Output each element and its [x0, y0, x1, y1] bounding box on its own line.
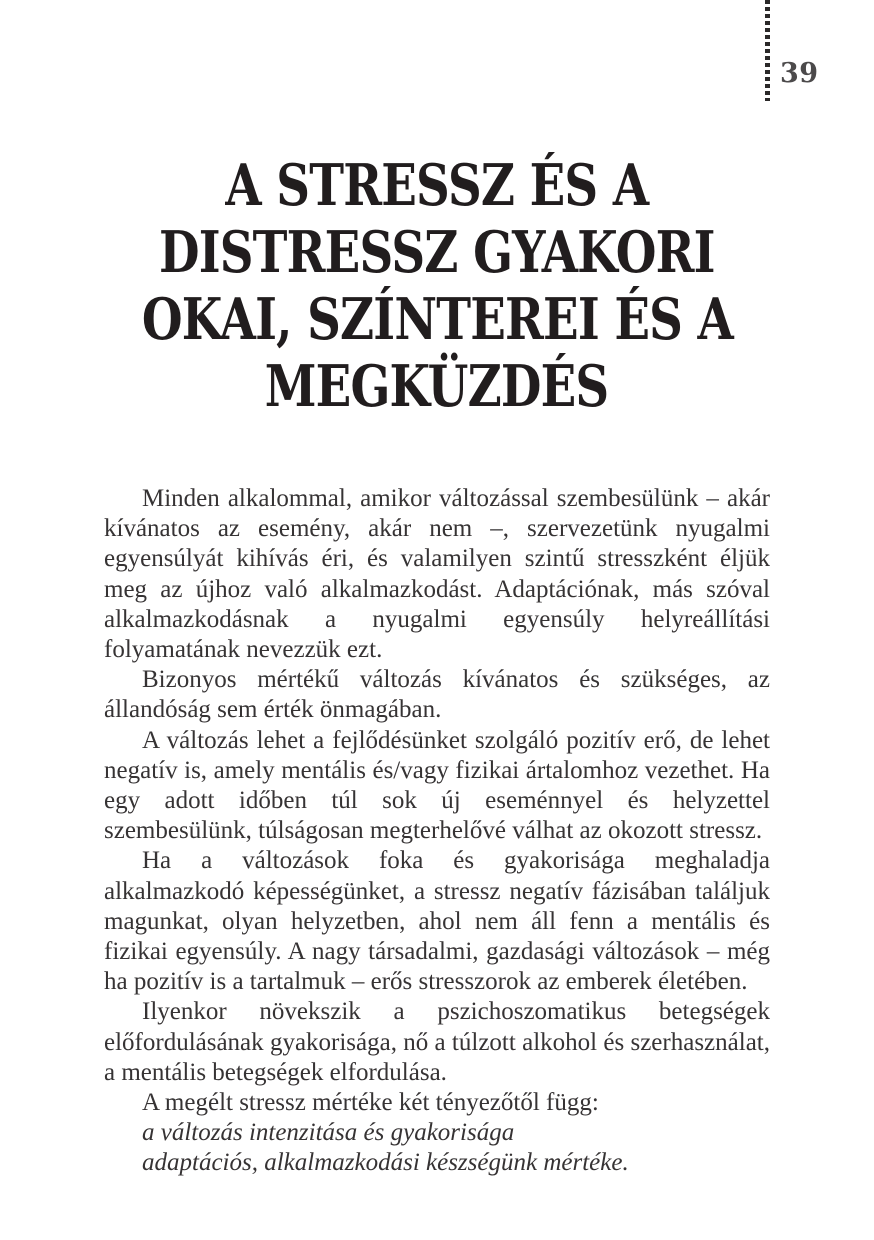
chapter-title-line: DISTRESSZ GYAKORI	[159, 219, 715, 286]
chapter-title-line: OKAI, SZÍNTEREI ÉS A	[141, 286, 733, 353]
body-paragraph: Ha a változások foka és gyakorisága meghaladja alkalmazkodó képességünket, a stressz negatív fázisában találjuk magunkat, olyan helyzetben, ahol nem áll fenn a mentális és fizikai egyensúly. A nagy társadalmi, gazdasági változások – még ha pozitív is a tartalmuk – erős stresszorok az emberek életében.	[104, 847, 770, 996]
body-paragraph: A változás lehet a fejlődésünket szolgáló pozitív erő, de lehet negatív is, amely mentális és/vagy fizikai ártalomhoz vezethet. Ha egy adott időben túl sok új eseménnyel és helyzettel szembesülünk, túlságosan megterhelővé válhat az okozott stressz.	[104, 726, 770, 845]
body-text-column	[104, 484, 770, 1179]
page-number: 39	[780, 58, 819, 89]
body-paragraph-italic: a változás intenzitása és gyakorisága	[142, 1119, 515, 1147]
chapter-title	[74, 152, 800, 420]
body-paragraph: A megélt stressz mértéke két tényezőtől függ:	[142, 1089, 599, 1117]
body-paragraph: Bizonyos mértékű változás kívánatos és szükséges, az állandóság sem érték önmagában.	[104, 666, 770, 724]
chapter-title-line: A STRESSZ ÉS A	[225, 152, 649, 219]
body-paragraph: Ilyenkor növekszik a pszichoszomatikus betegségek előfordulásának gyakorisága, nő a túlzott alkohol és szerhasználat, a mentális betegségek elfordulása.	[104, 998, 770, 1086]
body-paragraph: Minden alkalommal, amikor változással szembesülünk – akár kívánatos az esemény, akár nem –, szervezetünk nyugalmi egyensúlyát kihívás éri, és valamilyen szintű stresszként éljük meg az újhoz való alkalmazkodást. Adaptációnak, más szóval alkalmazkodásnak a nyugalmi egyensúly helyreállítási folyamatának nevezzük ezt.	[104, 485, 770, 664]
chapter-title-line: MEGKÜZDÉS	[265, 353, 609, 420]
body-paragraph-italic: adaptációs, alkalmazkodási készségünk mértéke.	[142, 1149, 629, 1177]
dotted-margin-rule	[765, 0, 770, 101]
